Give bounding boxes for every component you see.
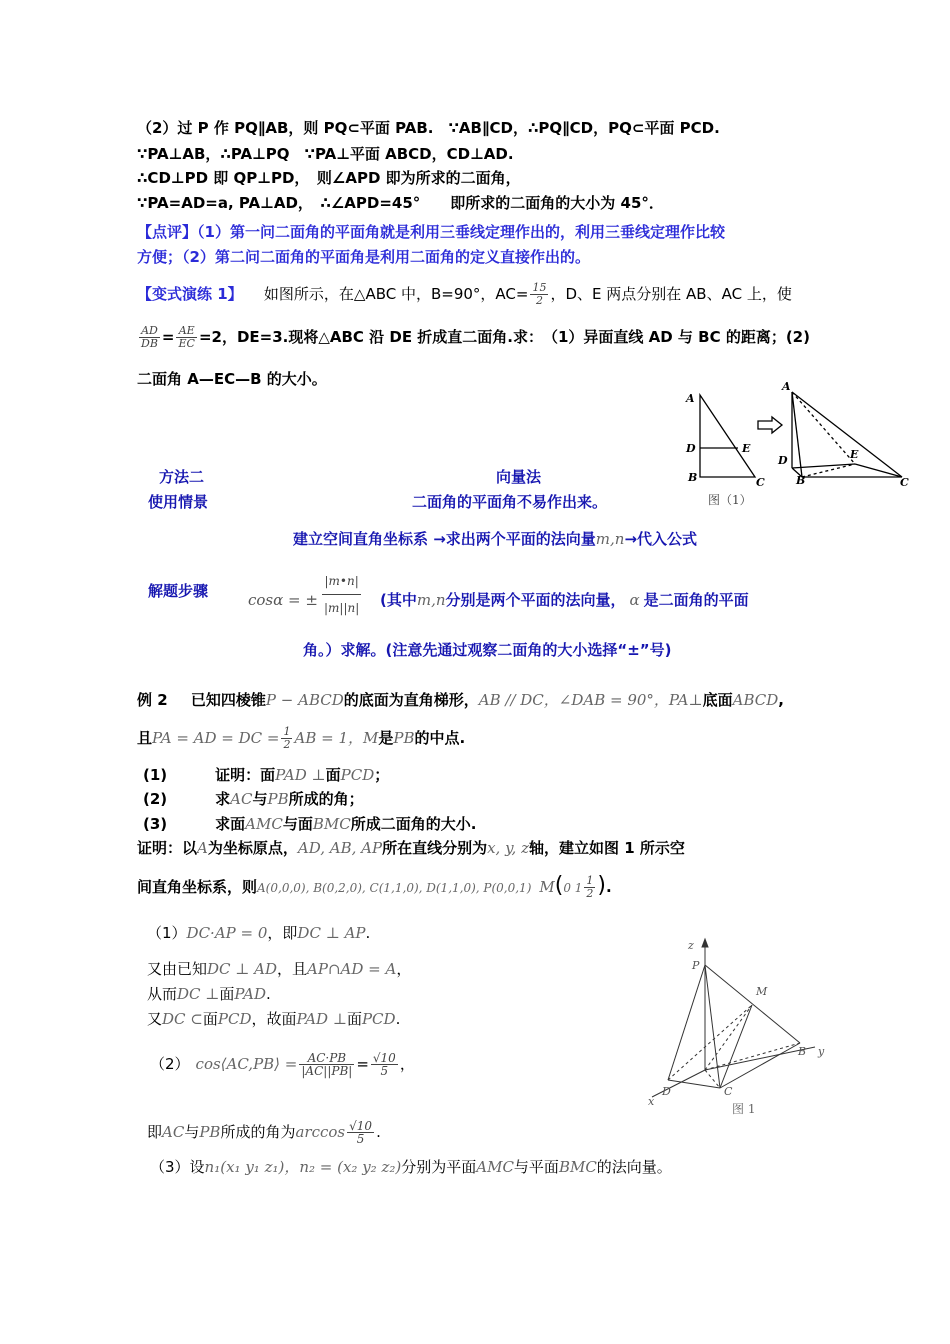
cos-formula-fraction: $\frac{|m•n|}{|m||n|}$ [320,568,363,621]
triangle-abc [700,395,755,477]
question-2: (2) 求AC与PB所成的角； [143,790,364,808]
example2-line2: 且PA = AD = DC = $\frac{1}{2}$ AB = 1，M是PB的中点. [137,725,466,751]
proof-line2: 间直角坐标系，则A(0,0,0), B(0,2,0), C(1,1,0), D(1,1,0), P(0,0,1) M(0 1 $\frac{1}{2}$ ). [137,873,612,900]
variant-label: 【变式演练 1】 [137,285,243,303]
variant-line2: $\frac{AD}{DB}$ = $\frac{AE}{EC}$ =2，DE=3.现将△ABC 沿 DE 折成直二面角.求： （1）异面直线 AD 与 BC 的距离；(2) [141,324,810,350]
fig1-label-e: E [742,442,751,455]
ac-fraction: $\frac{15}{2}$ [532,281,547,307]
sol-step1: （1）DC·AP = 0，即DC ⊥ AP. [147,924,371,942]
part2-line3: ∴CD⊥PD 即 QP⊥PD， 则∠APD 即为所求的二面角， [137,169,521,187]
comment-line2: 方便；（2）第二问二面角的平面角是利用二面角的定义直接作出的。 [137,248,590,266]
svg-text:C: C [900,476,909,489]
variant-text-a: 如图所示，在△ABC 中，B=90°，AC= [263,285,529,303]
figure-pyramid [640,935,840,1120]
sol-step5: （2） cos⟨AC,PB⟩ = $\frac{AC\cdot PB}{|AC||PB|}$ = $\frac{√10}{5}$ ， [150,1051,415,1078]
variant-text-b: ，D、E 两点分别在 AB、AC 上，使 [550,285,792,303]
method-flow: 建立空间直角坐标系 →求出两个平面的法向量m,n→代入公式 [293,530,698,548]
fig2-label-c: C [724,1085,733,1098]
fig2-caption: 图 1 [732,1102,756,1116]
fig2-label-b: B [798,1045,807,1058]
sol-step3: 从而DC ⊥面PAD. [147,985,271,1003]
svg-text:A: A [782,380,791,393]
fig1-label-d: D [686,442,696,455]
fig2-label-z: z [688,939,694,952]
usage-text: 二面角的平面角不易作出来。 [412,493,608,511]
svg-text:B: B [796,474,806,487]
cos-formula: cosα = ± [248,591,318,609]
fig2-label-p: P [692,959,700,972]
ratio-ad-db: $\frac{AD}{DB}$ [141,324,158,350]
part2-line2: ∵PA⊥AB，∴PA⊥PQ ∵PA⊥平面 ABCD，CD⊥AD. [137,145,514,163]
fig2-label-x: x [648,1095,655,1108]
edge-pb [705,965,800,1043]
svg-text:D: D [778,454,788,467]
steps-text-2: 角。）求解。(注意先通过观察二面角的大小选择“±”号) [303,641,672,659]
fig2-label-m: M [756,985,768,998]
method-title: 方法二 [159,468,205,486]
steps-text: (其中m,n分别是两个平面的法向量， α 是二面角的平面 [380,591,749,609]
sol-step4: 又DC ⊂面PCD，故面PAD ⊥面PCD. [147,1010,401,1028]
svg-text:E: E [850,448,859,461]
x-axis [652,1070,705,1097]
method-name: 向量法 [496,468,542,486]
segment-cm [720,1005,752,1088]
proof-line1: 证明：以A为坐标原点，AD, AB, AP所在直线分别为x, y, z轴，建立如图 1 所示空 [137,839,685,857]
ratio-ae-ec: $\frac{AE}{EC}$ [178,324,195,350]
steps-label: 解题步骤 [148,582,209,600]
fig2-label-d: D [662,1085,671,1098]
sol-step2: 又由已知DC ⊥ AD，且AP∩AD = A， [147,960,412,978]
question-1: (1) 证明：面PAD ⊥面PCD； [143,766,390,784]
usage-label: 使用情景 [148,493,209,511]
sol-step7: （3）设n₁(x₁ y₁ z₁)，n₂ = (x₂ y₂ z₂)分别为平面AMC与平面BMC的法向量。 [150,1158,672,1176]
fig2-label-y: y [818,1045,825,1058]
fig1-caption: 图（1） [708,493,752,507]
fig1-label-a: A [686,392,695,405]
fig1-label-c: C [756,476,765,489]
variant-line1 [137,282,792,307]
fold-arrow-icon [758,417,782,433]
part2-line1: （2）过 P 作 PQ∥AB，则 PQ⊂平面 PAB. ∵AB∥CD，∴PQ∥CD，PQ⊂平面 PCD. [137,119,720,137]
figure-triangle-fold [680,380,910,510]
part2-line4: ∵PA=AD=a, PA⊥AD， ∴∠APD=45° 即所求的二面角的大小为 45°． [137,194,664,212]
fig1-label-b: B [688,471,698,484]
edge-pd [668,965,705,1080]
question-3: (3) 求面AMC与面BMC所成二面角的大小. [143,815,477,833]
comment-line1: 【点评】（1）第一问二面角的平面角就是利用三垂线定理作出的，利用三垂线定理作比较 [137,223,725,241]
sol-step6: 即AC与PB所成的角为arccos $\frac{√10}{5}$ . [147,1119,381,1146]
example2-line1: 例 2 已知四棱锥P − ABCD的底面为直角梯形，AB // DC，∠DAB = 90°，PA⊥底面ABCD, [137,691,784,709]
variant-line3: 二面角 A—EC—B 的大小。 [137,370,327,388]
